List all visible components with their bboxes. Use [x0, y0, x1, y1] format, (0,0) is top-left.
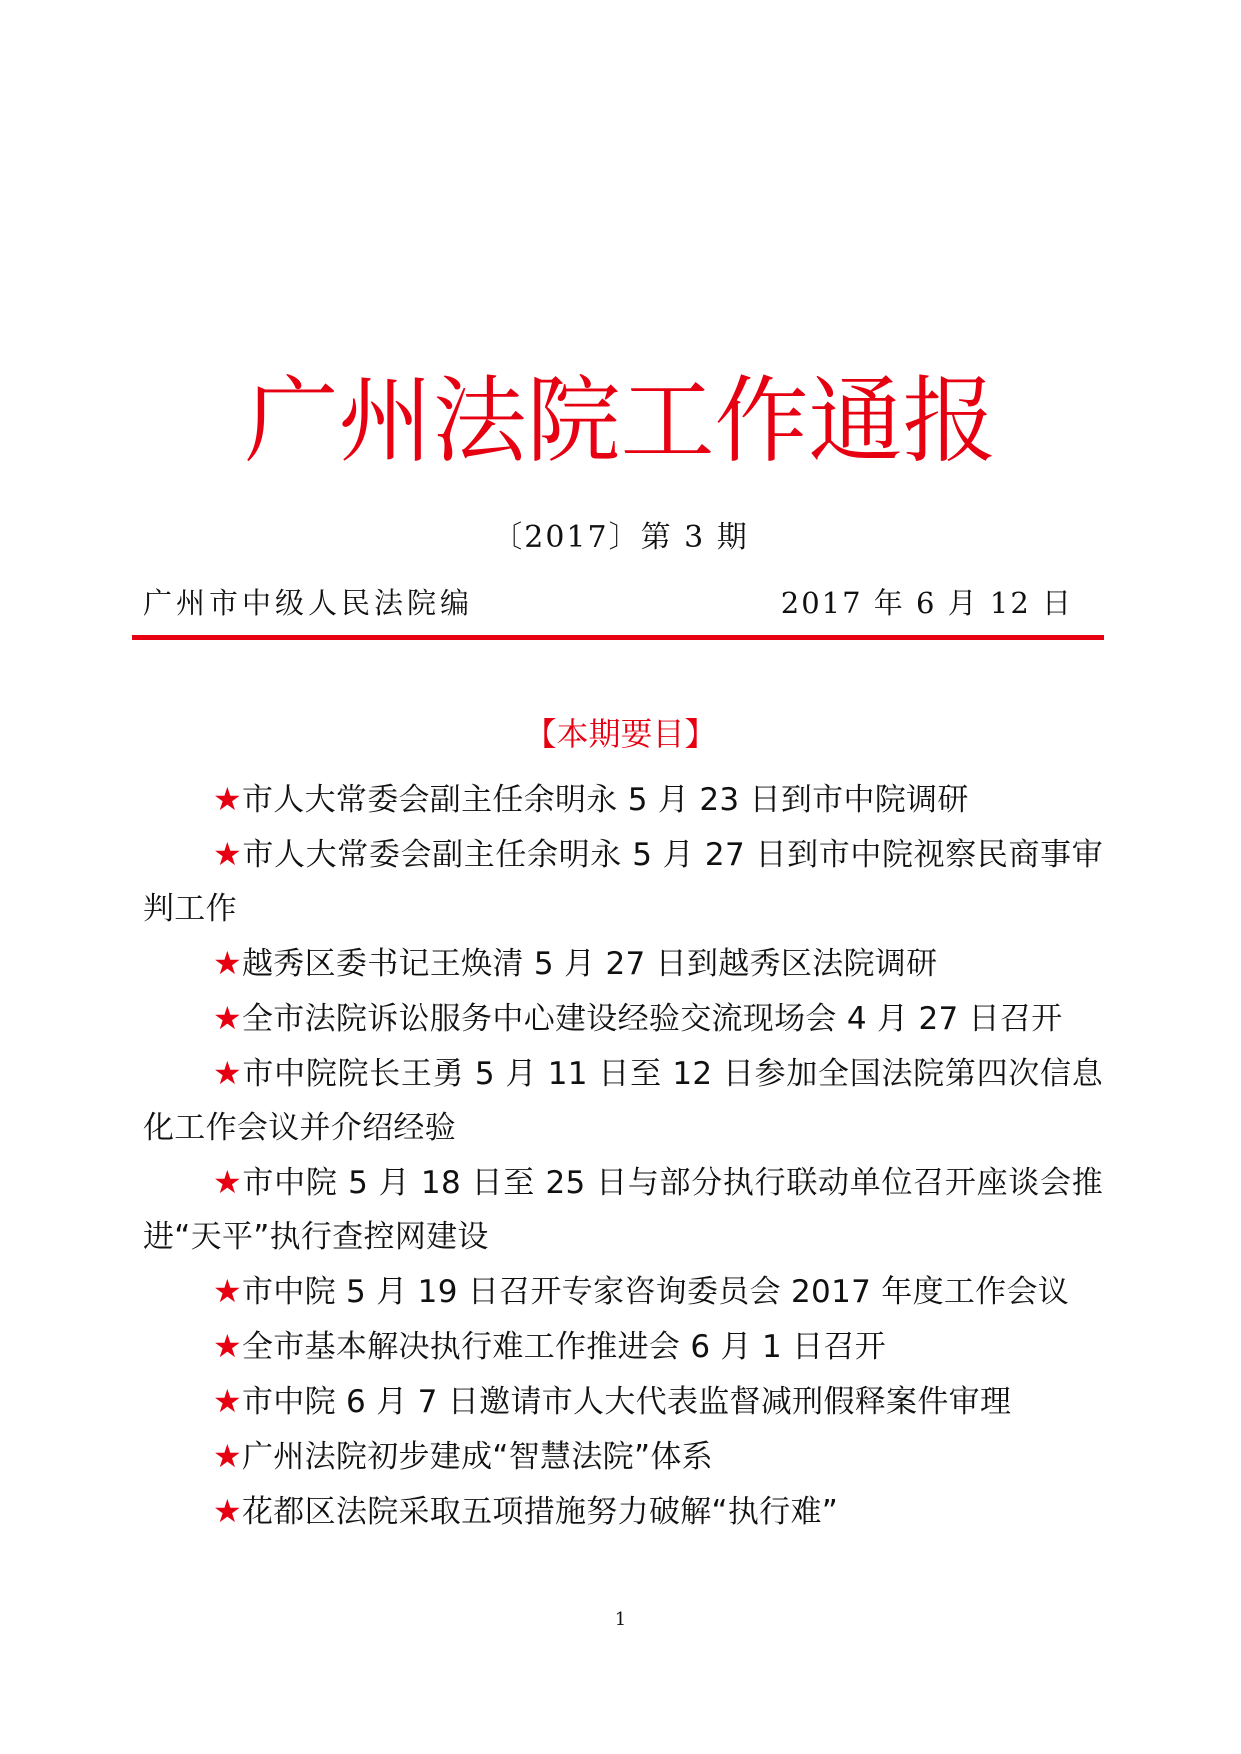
- toc-item-text: 市人大常委会副主任余明永 5 月 27 日到市中院视察民商事审判工作: [143, 837, 1103, 927]
- toc-item: [143, 1374, 1103, 1429]
- toc-item: [143, 936, 1103, 991]
- toc-item-text: 花都区法院采取五项措施努力破解“执行难”: [242, 1494, 839, 1530]
- toc-item: [143, 1319, 1103, 1374]
- toc-title: 【本期要目】: [524, 715, 717, 753]
- toc-item: [143, 827, 1103, 936]
- toc-item: [143, 991, 1103, 1046]
- star-icon: ★: [213, 835, 243, 873]
- toc-item-text: 广州法院初步建成“智慧法院”体系: [242, 1439, 713, 1475]
- masthead-title: 广州法院工作通报: [244, 367, 997, 476]
- star-icon: ★: [213, 1054, 243, 1092]
- issue-number: 〔2017〕第 3 期: [492, 520, 749, 555]
- toc-item: [143, 1484, 1103, 1539]
- toc-item-text: 市中院院长王勇 5 月 11 日至 12 日参加全国法院第四次信息化工作会议并介绍经验: [143, 1056, 1103, 1146]
- toc-item: [143, 772, 1103, 827]
- star-icon: ★: [213, 1272, 242, 1310]
- toc-item-text: 越秀区委书记王焕清 5 月 27 日到越秀区法院调研: [242, 946, 938, 982]
- star-icon: ★: [213, 1492, 242, 1530]
- toc-item: [143, 1264, 1103, 1319]
- toc-item-text: 市中院 5 月 18 日至 25 日与部分执行联动单位召开座谈会推进“天平”执行查控网建设: [143, 1165, 1103, 1255]
- editor-line: 广州市中级人民法院编: [143, 586, 474, 620]
- toc-item: [143, 1046, 1103, 1155]
- toc-item: [143, 1429, 1103, 1484]
- table-of-contents: [143, 772, 1103, 1539]
- toc-item-text: 市中院 5 月 19 日召开专家咨询委员会 2017 年度工作会议: [242, 1274, 1070, 1310]
- star-icon: ★: [213, 1382, 242, 1420]
- toc-item-text: 市人大常委会副主任余明永 5 月 23 日到市中院调研: [242, 782, 969, 818]
- star-icon: ★: [213, 1327, 242, 1365]
- toc-item-text: 市中院 6 月 7 日邀请市人大代表监督减刑假释案件审理: [242, 1384, 1012, 1420]
- red-divider: [132, 635, 1104, 640]
- page-number: 1: [614, 1609, 627, 1630]
- publication-date: 2017 年 6 月 12 日: [780, 586, 1073, 620]
- star-icon: ★: [213, 1163, 243, 1201]
- star-icon: ★: [213, 1437, 242, 1475]
- toc-item: [143, 1155, 1103, 1264]
- toc-item-text: 全市法院诉讼服务中心建设经验交流现场会 4 月 27 日召开: [242, 1001, 1063, 1037]
- toc-item-text: 全市基本解决执行难工作推进会 6 月 1 日召开: [242, 1329, 887, 1365]
- star-icon: ★: [213, 999, 242, 1037]
- star-icon: ★: [213, 780, 242, 818]
- star-icon: ★: [213, 944, 242, 982]
